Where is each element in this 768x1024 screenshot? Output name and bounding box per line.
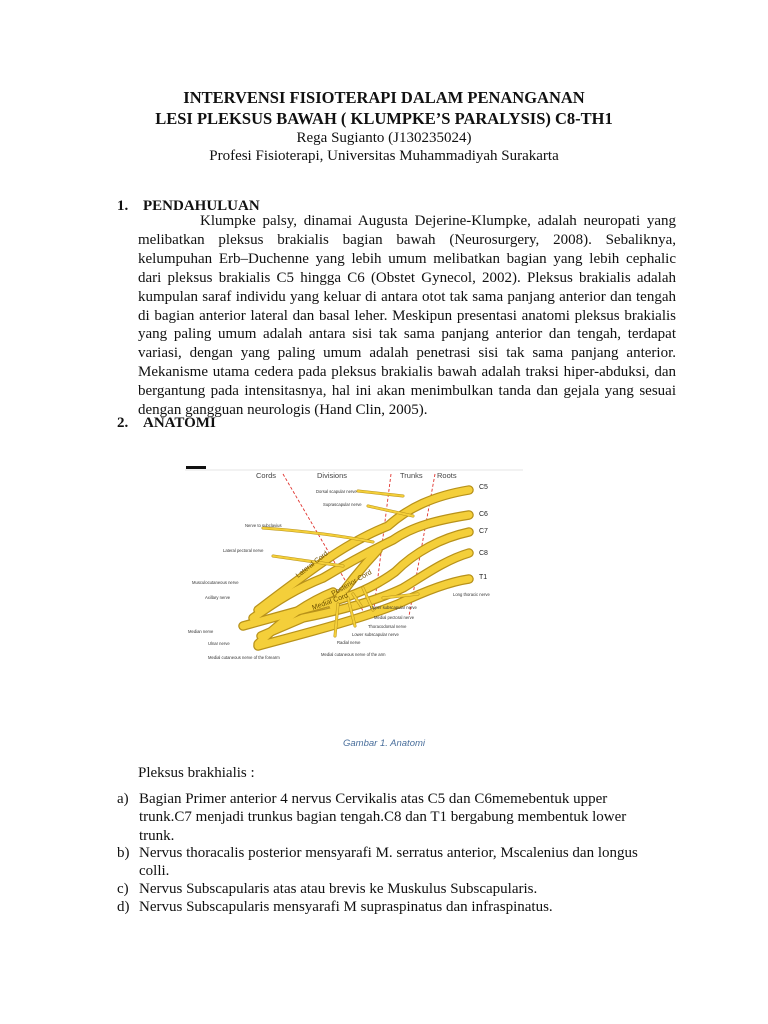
- root-label-c6: C6: [479, 511, 488, 518]
- list-item-label: d): [117, 899, 130, 915]
- paper-title-line-2: LESI PLEKSUS BAWAH ( KLUMPKE’S PARALYSIS) C8-TH1: [155, 109, 613, 128]
- label-subclavius: Nerve to subclavius: [245, 523, 282, 528]
- list-item: [117, 790, 657, 845]
- list-item-line: Nervus thoracalis posterior mensyarafi M. serratus anterior, Mscalenius dan longus: [139, 845, 638, 861]
- col-label-cords: Cords: [256, 471, 277, 480]
- list-item: [117, 880, 657, 898]
- label-ulnar: Ulnar nerve: [208, 641, 230, 646]
- col-label-divisions: Divisions: [317, 471, 348, 480]
- col-label-roots: Roots: [437, 471, 457, 480]
- root-label-c7: C7: [479, 528, 488, 535]
- list-item-line: Nervus Subscapularis atas atau brevis ke Muskulus Subscapularis.: [139, 881, 538, 897]
- list-item: [117, 844, 657, 881]
- label-medial-cut-forearm: Medial cutaneous nerve of the forearm: [208, 655, 280, 660]
- list-intro: Pleksus brakhialis :: [138, 765, 255, 781]
- section-1-title: PENDAHULUAN: [143, 198, 260, 214]
- col-label-trunks: Trunks: [400, 471, 423, 480]
- list-item-label: c): [117, 881, 129, 897]
- list-item-line: colli.: [139, 863, 170, 880]
- list-item: [117, 898, 657, 916]
- label-suprascapular: Suprascapular nerve: [323, 502, 362, 507]
- label-upper-subscap: Upper subscapular nerve: [370, 605, 417, 610]
- brachial-plexus-figure: [183, 466, 528, 664]
- section-2-number: 2.: [117, 415, 129, 431]
- label-long-thoracic: Long thoracic nerve: [453, 592, 490, 597]
- label-lower-subscap: Lower subscapular nerve: [352, 632, 399, 637]
- paper-title-line-1: INTERVENSI FISIOTERAPI DALAM PENANGANAN: [183, 88, 585, 107]
- figure-caption: Gambar 1. Anatomi: [342, 738, 426, 749]
- label-lateral-pectoral: Lateral pectoral nerve: [223, 548, 264, 553]
- label-median: Median nerve: [188, 629, 214, 634]
- section-1-text: Klumpke palsy, dinamai Augusta Dejerine-Klumpke, adalah neuropati yang melibatkan pleksus brakialis bagian bawah (Neurosurgery, 2008). Sebaliknya, kelumpuhan Erb–Duchenne yang lebih umum melibatkan bagian yang lebih cephalic dari pleksus brakialis C5 hingga C6 (Obstet Gynecol, 2002). Pleksus brakialis adalah kumpulan saraf individu yang keluar di antara otot tak sama panjang anterior dan tengah di bagian anterior lateral dan basal leher. Meskipun presentasi anatomi pleksus brakialis yang paling umum adalah antara sisi tak sama panjang anterior dan tengah, terdapat variasi, dengan yang paling umum adalah penetrasi sisi tak sama panjang anterior. Mekanisme utama cedera pada pleksus brakialis bawah adalah traksi hiper-abduksi, dan bergantung pada intensitasnya, hal ini akan menimbulkan tanda dan gejala yang sesuai dengan gangguan neurologis (Hand Clin, 2005).: [138, 213, 676, 419]
- medial-cord-label: Medial Cord: [311, 592, 350, 612]
- label-thoracodorsal: Thoracodorsal nerve: [368, 624, 407, 629]
- label-medial-pectoral: Medial pectoral nerve: [374, 615, 415, 620]
- lateral-cord-label: Lateral Cord: [294, 550, 330, 580]
- root-label-c5: C5: [479, 484, 488, 491]
- posterior-cord-label: Posterior Cord: [330, 569, 374, 598]
- list-item-label: a): [117, 791, 129, 807]
- section-2-title: ANATOMI: [143, 415, 216, 431]
- list-item-line: Nervus Subscapularis mensyarafi M supraspinatus dan infraspinatus.: [139, 899, 553, 915]
- root-label-c8: C8: [479, 550, 488, 557]
- label-musculocutaneous: Musculocutaneous nerve: [192, 580, 239, 585]
- list-item-line: trunk.: [139, 827, 175, 844]
- label-dorsal-scapular: Dorsal scapular nerve: [316, 489, 357, 494]
- author: Rega Sugianto (J130235024): [296, 130, 472, 146]
- figure-top-mark: [186, 466, 206, 469]
- label-axillary: Axillary nerve: [205, 595, 231, 600]
- section-2-heading: [117, 414, 216, 433]
- root-label-t1: T1: [479, 574, 488, 581]
- label-medial-cut-arm: Medial cutaneous nerve of the arm: [321, 652, 386, 657]
- section-1-number: 1.: [117, 198, 129, 214]
- list-item-line: trunk.C7 menjadi trunkus bagian tengah.C8 dan T1 bergabung membentuk lower: [139, 809, 627, 826]
- label-radial: Radial nerve: [337, 640, 361, 645]
- section-1-paragraph: [138, 212, 676, 420]
- affiliation: Profesi Fisioterapi, Universitas Muhammadiyah Surakarta: [209, 148, 559, 164]
- list-item-label: b): [117, 845, 130, 861]
- list-item-line: Bagian Primer anterior 4 nervus Cervikalis atas C5 dan C6memebentuk upper: [139, 791, 608, 807]
